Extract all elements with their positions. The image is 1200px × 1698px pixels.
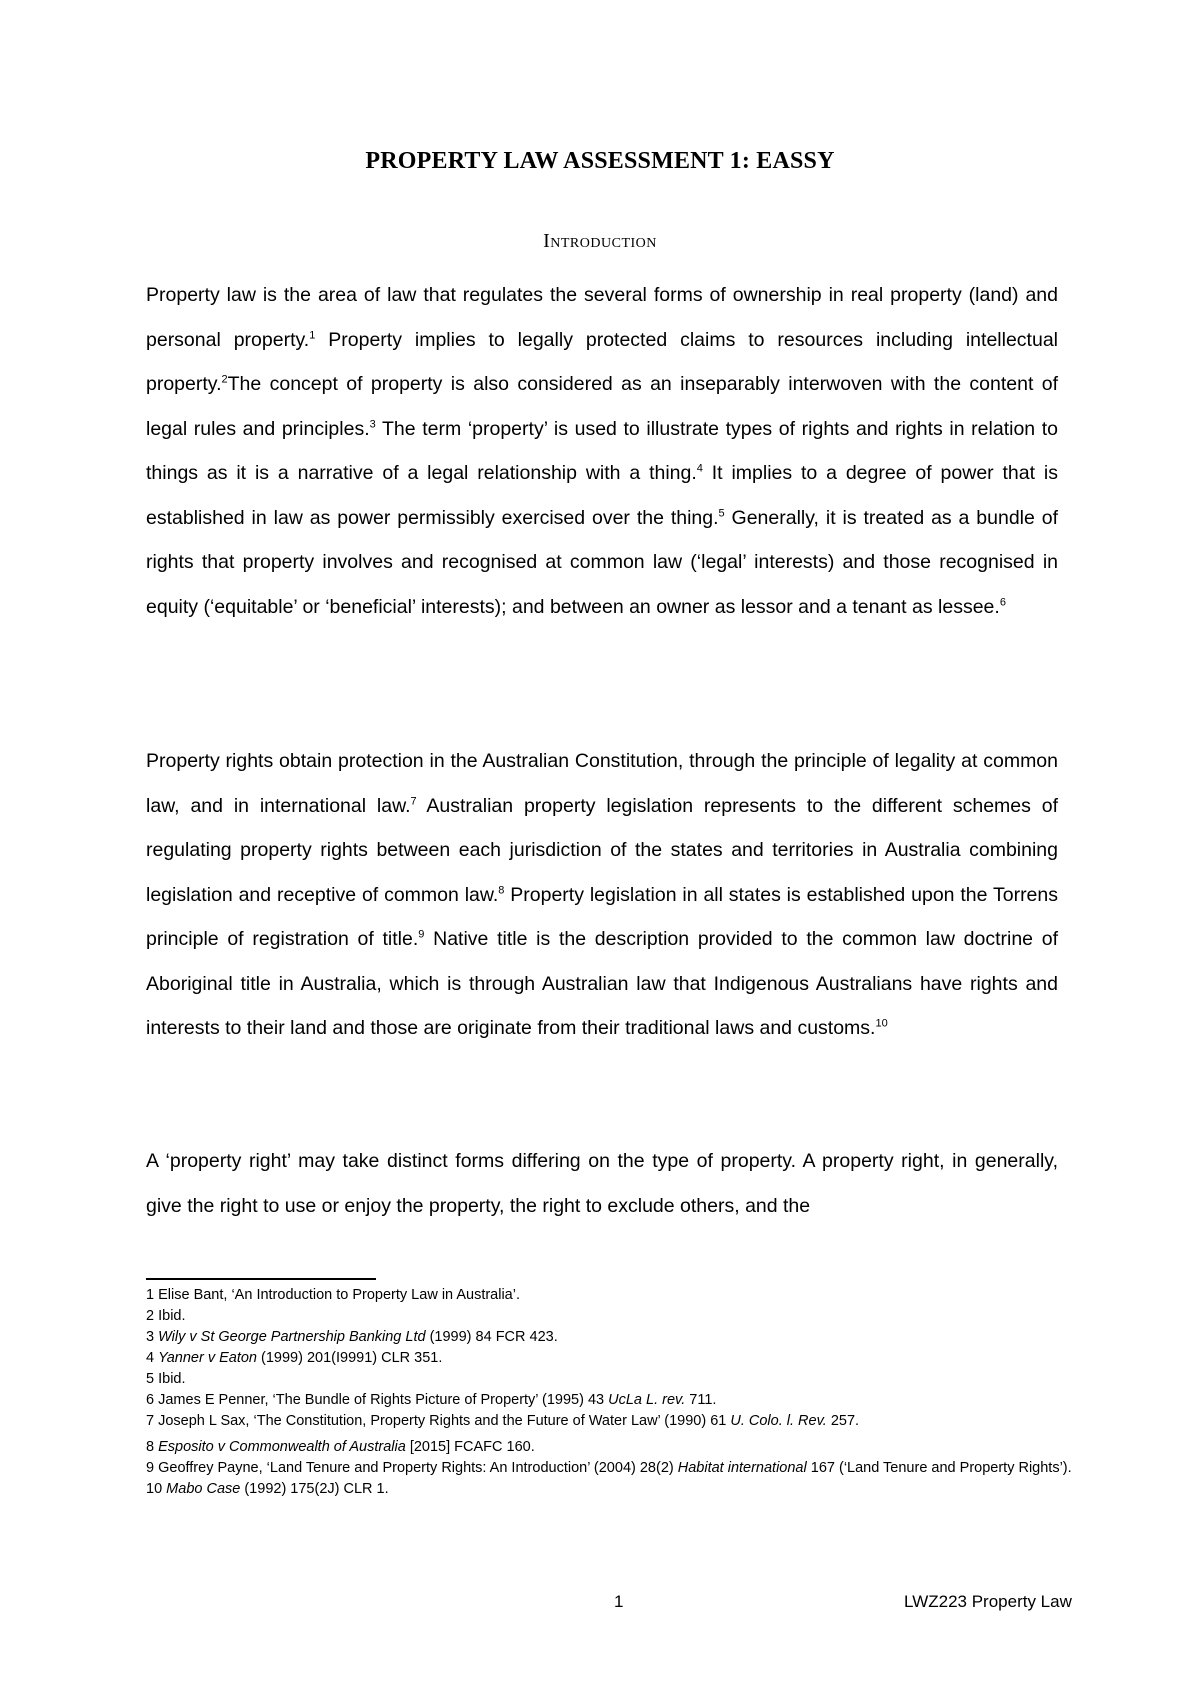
footnote-10 <box>146 1479 1076 1500</box>
footnote-case-name: U. Colo. l. Rev. <box>730 1413 827 1429</box>
footnote-case-name: Mabo Case <box>166 1481 241 1497</box>
footnote-case-name: Wily v St George Partnership Banking Ltd <box>158 1329 426 1345</box>
paragraph-text: Property rights obtain protection in the Australian Constitution, through the principle of legality at common law, and in international law. <box>146 750 1058 817</box>
footnote-ref: 3 <box>369 418 376 430</box>
paragraph-text: Property implies to legally protected claims to resources including intellectual property. <box>146 328 1058 395</box>
footnote-case-name: Yanner v Eaton <box>158 1350 257 1366</box>
footnote-ref: 4 <box>696 462 703 475</box>
footnote-6 <box>146 1390 1076 1411</box>
footnote-ref: 2 <box>221 373 228 386</box>
footnote-text: Elise Bant, ‘An Introduction to Property Law in Australia’. <box>158 1287 520 1303</box>
footnote-ref: 9 <box>418 928 425 941</box>
footnote-text: (1999) 84 FCR 423. <box>425 1329 558 1345</box>
footnote-number: 9 <box>146 1460 155 1476</box>
footnote-1 <box>146 1285 1076 1306</box>
footnote-7 <box>146 1411 1076 1432</box>
running-footer: LWZ223 Property Law <box>904 1592 1072 1611</box>
footnote-ref: 6 <box>999 596 1006 608</box>
paragraph-1 <box>146 273 1058 629</box>
footnote-number: 5 <box>146 1371 155 1387</box>
footnote-case-name: UcLa L. rev. <box>608 1392 686 1408</box>
footnote-ref: 5 <box>718 507 725 519</box>
footnote-8 <box>146 1437 1076 1458</box>
footnote-ref: 1 <box>309 329 316 341</box>
paragraph-3 <box>146 1139 1058 1228</box>
section-heading: Introduction <box>543 230 657 252</box>
footnote-text: Geoffrey Payne, ‘Land Tenure and Property Rights: An Introduction’ (2004) 28(2) <box>158 1460 678 1476</box>
footnote-text: Joseph L Sax, ‘The Constitution, Property Rights and the Future of Water Law’ (1990) 61 <box>158 1413 731 1429</box>
paragraph-2 <box>146 739 1058 1051</box>
footnote-text: (1992) 175(2J) CLR 1. <box>240 1481 389 1497</box>
paragraph-text: The concept of property is also considered as an inseparably interwoven with the content of legal rules and principles. <box>146 373 1058 440</box>
footnote-text: [2015] FCAFC 160. <box>405 1439 535 1455</box>
footnote-number: 10 <box>146 1481 163 1497</box>
footnote-case-name: Esposito v Commonwealth of Australia <box>158 1439 406 1455</box>
footnote-number: 6 <box>146 1392 155 1408</box>
footnote-ref: 8 <box>498 884 505 896</box>
footnote-number: 4 <box>146 1350 155 1366</box>
footnote-number: 8 <box>146 1439 155 1455</box>
footnote-ref: 10 <box>875 1017 888 1030</box>
footnote-3 <box>146 1327 1076 1348</box>
paragraph-text: A ‘property right’ may take distinct forms differing on the type of property. A property right, in generally, give the right to use or enjoy the property, the right to exclude others, and the <box>146 1150 1058 1217</box>
paragraph-text: Generally, it is treated as a bundle of rights that property involves and recognised at common law (‘legal’ interests) and those recognised in equity (‘equitable’ or ‘beneficial’ interests); and between an owner as lessor and a tenant as lessee. <box>146 506 1058 618</box>
page-number: 1 <box>614 1592 624 1611</box>
footnote-text: Ibid. <box>158 1371 186 1387</box>
document-title: PROPERTY LAW ASSESSMENT 1: EASSY <box>365 148 835 174</box>
footnote-number: 3 <box>146 1329 155 1345</box>
footnote-number: 7 <box>146 1413 155 1429</box>
footnote-text: James E Penner, ‘The Bundle of Rights Picture of Property’ (1995) 43 <box>158 1392 609 1408</box>
footnote-case-name: Habitat international <box>677 1460 807 1476</box>
paragraph-text: Property legislation in all states is established upon the Torrens principle of registration of title. <box>146 883 1058 950</box>
footnote-4 <box>146 1348 1076 1369</box>
footnote-number: 1 <box>146 1287 155 1303</box>
footnote-number: 2 <box>146 1308 155 1324</box>
footnotes-list <box>146 1285 1076 1500</box>
paragraph-text: Property law is the area of law that regulates the several forms of ownership in real property (land) and personal property. <box>146 284 1058 351</box>
footnote-9 <box>146 1458 1076 1479</box>
footnote-separator <box>146 1278 376 1280</box>
footnote-5 <box>146 1369 1076 1390</box>
footnote-text: 167 (‘Land Tenure and Property Rights’). <box>806 1460 1072 1476</box>
footnote-text: 711. <box>685 1392 717 1408</box>
paragraph-text: Australian property legislation represents to the different schemes of regulating property rights between each jurisdiction of the states and territories in Australia combining legislation and receptive of common law. <box>146 794 1058 906</box>
footnote-text: (1999) 201(I9991) CLR 351. <box>257 1350 443 1366</box>
paragraph-text: The term ‘property’ is used to illustrate types of rights and rights in relation to things as it is a narrative of a legal relationship with a thing. <box>146 417 1059 484</box>
paragraph-text: It implies to a degree of power that is established in law as power permissibly exercised over the thing. <box>146 462 1058 529</box>
paragraph-text: Native title is the description provided to the common law doctrine of Aboriginal title in Australia, which is through Australian law that Indigenous Australians have rights and interests to their land and those are originate from their traditional laws and customs. <box>146 928 1058 1039</box>
footnote-ref: 7 <box>410 795 417 807</box>
footnote-text: 257. <box>826 1413 860 1429</box>
footnote-text: Ibid. <box>158 1308 186 1324</box>
footnote-2 <box>146 1306 1076 1327</box>
